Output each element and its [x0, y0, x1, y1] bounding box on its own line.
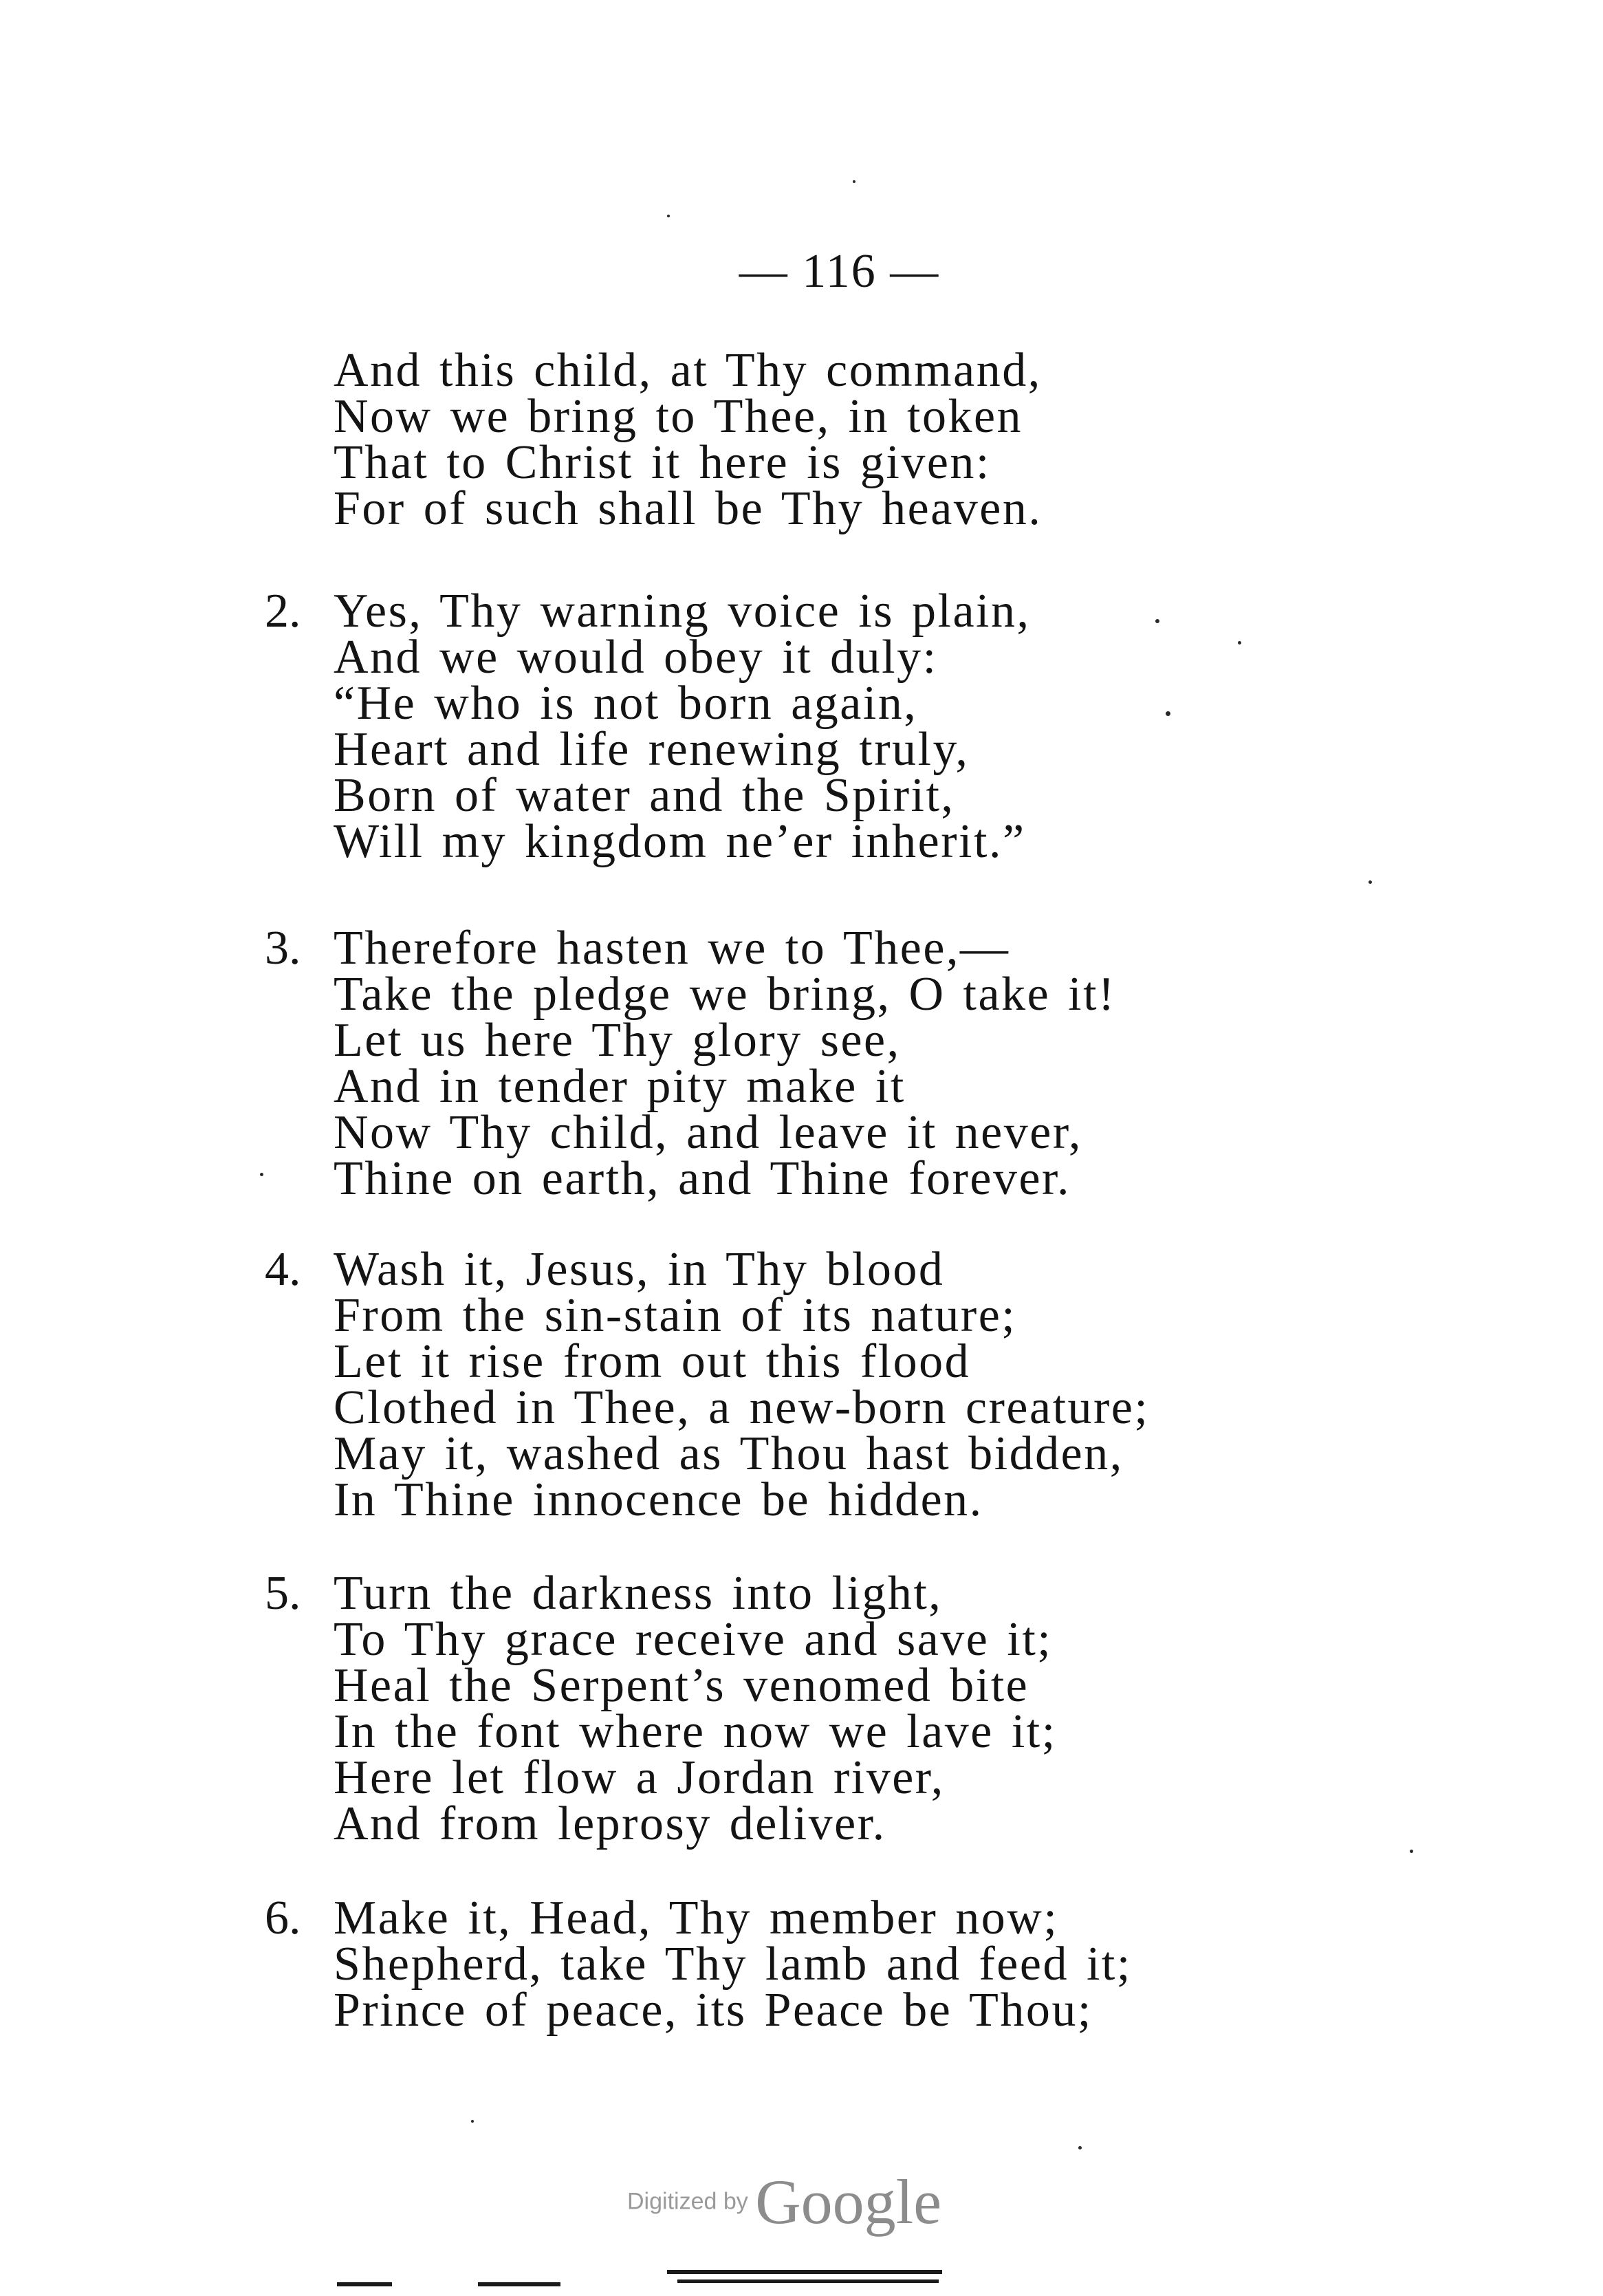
- bottom-rule: [667, 2270, 942, 2274]
- bottom-rule: [478, 2282, 560, 2286]
- verse-line: And from leprosy deliver.: [334, 1797, 886, 1850]
- scan-speck: [1155, 619, 1159, 623]
- verse-line: Take the pledge we bring, O take it!: [334, 968, 1116, 1021]
- scan-speck: [1166, 711, 1170, 716]
- stanza-number: 2.: [265, 585, 301, 638]
- stanza-number: 5.: [265, 1567, 301, 1620]
- verse-line: Yes, Thy warning voice is plain,: [334, 585, 1031, 638]
- verse-line: Here let flow a Jordan river,: [334, 1751, 945, 1804]
- verse-line: For of such shall be Thy heaven.: [334, 482, 1043, 535]
- watermark-prefix: Digitized by: [627, 2188, 748, 2215]
- verse-line: Clothed in Thee, a new-born creature;: [334, 1381, 1150, 1434]
- stanza-number: 3.: [265, 922, 301, 975]
- verse-line: Heal the Serpent’s venomed bite: [334, 1659, 1029, 1712]
- verse-line: To Thy grace receive and save it;: [334, 1613, 1053, 1666]
- verse-line: Let us here Thy glory see,: [334, 1014, 901, 1067]
- watermark-brand: Google: [755, 2167, 942, 2237]
- page-number: — 116 —: [739, 245, 940, 298]
- scan-speck: [1078, 2146, 1082, 2149]
- bottom-rule: [677, 2279, 939, 2283]
- verse-line: Heart and life renewing truly,: [334, 723, 970, 776]
- scan-speck: [853, 180, 855, 183]
- verse-line: “He who is not born again,: [334, 677, 918, 730]
- verse-line: And we would obey it duly:: [334, 631, 938, 684]
- scan-speck: [471, 2120, 474, 2123]
- verse-line: Now Thy child, and leave it never,: [334, 1106, 1082, 1159]
- verse-line: Will my kingdom ne’er inherit.”: [334, 815, 1026, 868]
- verse-line: In the font where now we lave it;: [334, 1705, 1057, 1758]
- stanza-number: 4.: [265, 1243, 301, 1296]
- verse-line: Make it, Head, Thy member now;: [334, 1892, 1059, 1945]
- verse-line: From the sin-stain of its nature;: [334, 1289, 1017, 1342]
- verse-line: Thine on earth, and Thine forever.: [334, 1152, 1071, 1205]
- verse-line: May it, washed as Thou hast bidden,: [334, 1427, 1124, 1480]
- bottom-rule: [337, 2282, 392, 2286]
- scan-speck: [1410, 1850, 1413, 1853]
- stanza-number: 6.: [265, 1892, 301, 1945]
- verse-line: Shepherd, take Thy lamb and feed it;: [334, 1938, 1132, 1991]
- verse-line: Therefore hasten we to Thee,—: [334, 922, 1010, 975]
- verse-line: Born of water and the Spirit,: [334, 769, 955, 822]
- verse-line: And this child, at Thy command,: [334, 344, 1042, 397]
- scan-speck: [1368, 880, 1372, 884]
- scan-speck: [1238, 641, 1241, 645]
- verse-line: And in tender pity make it: [334, 1060, 906, 1113]
- verse-line: In Thine innocence be hidden.: [334, 1473, 983, 1526]
- verse-line: That to Christ it here is given:: [334, 436, 991, 489]
- verse-line: Now we bring to Thee, in token: [334, 390, 1023, 443]
- digitized-by-google-watermark: [627, 2165, 941, 2238]
- verse-line: Let it rise from out this flood: [334, 1335, 971, 1388]
- verse-line: Prince of peace, its Peace be Thou;: [334, 1984, 1093, 2037]
- scan-speck: [667, 215, 670, 217]
- scan-speck: [260, 1173, 263, 1176]
- verse-line: Turn the darkness into light,: [334, 1567, 943, 1620]
- verse-line: Wash it, Jesus, in Thy blood: [334, 1243, 945, 1296]
